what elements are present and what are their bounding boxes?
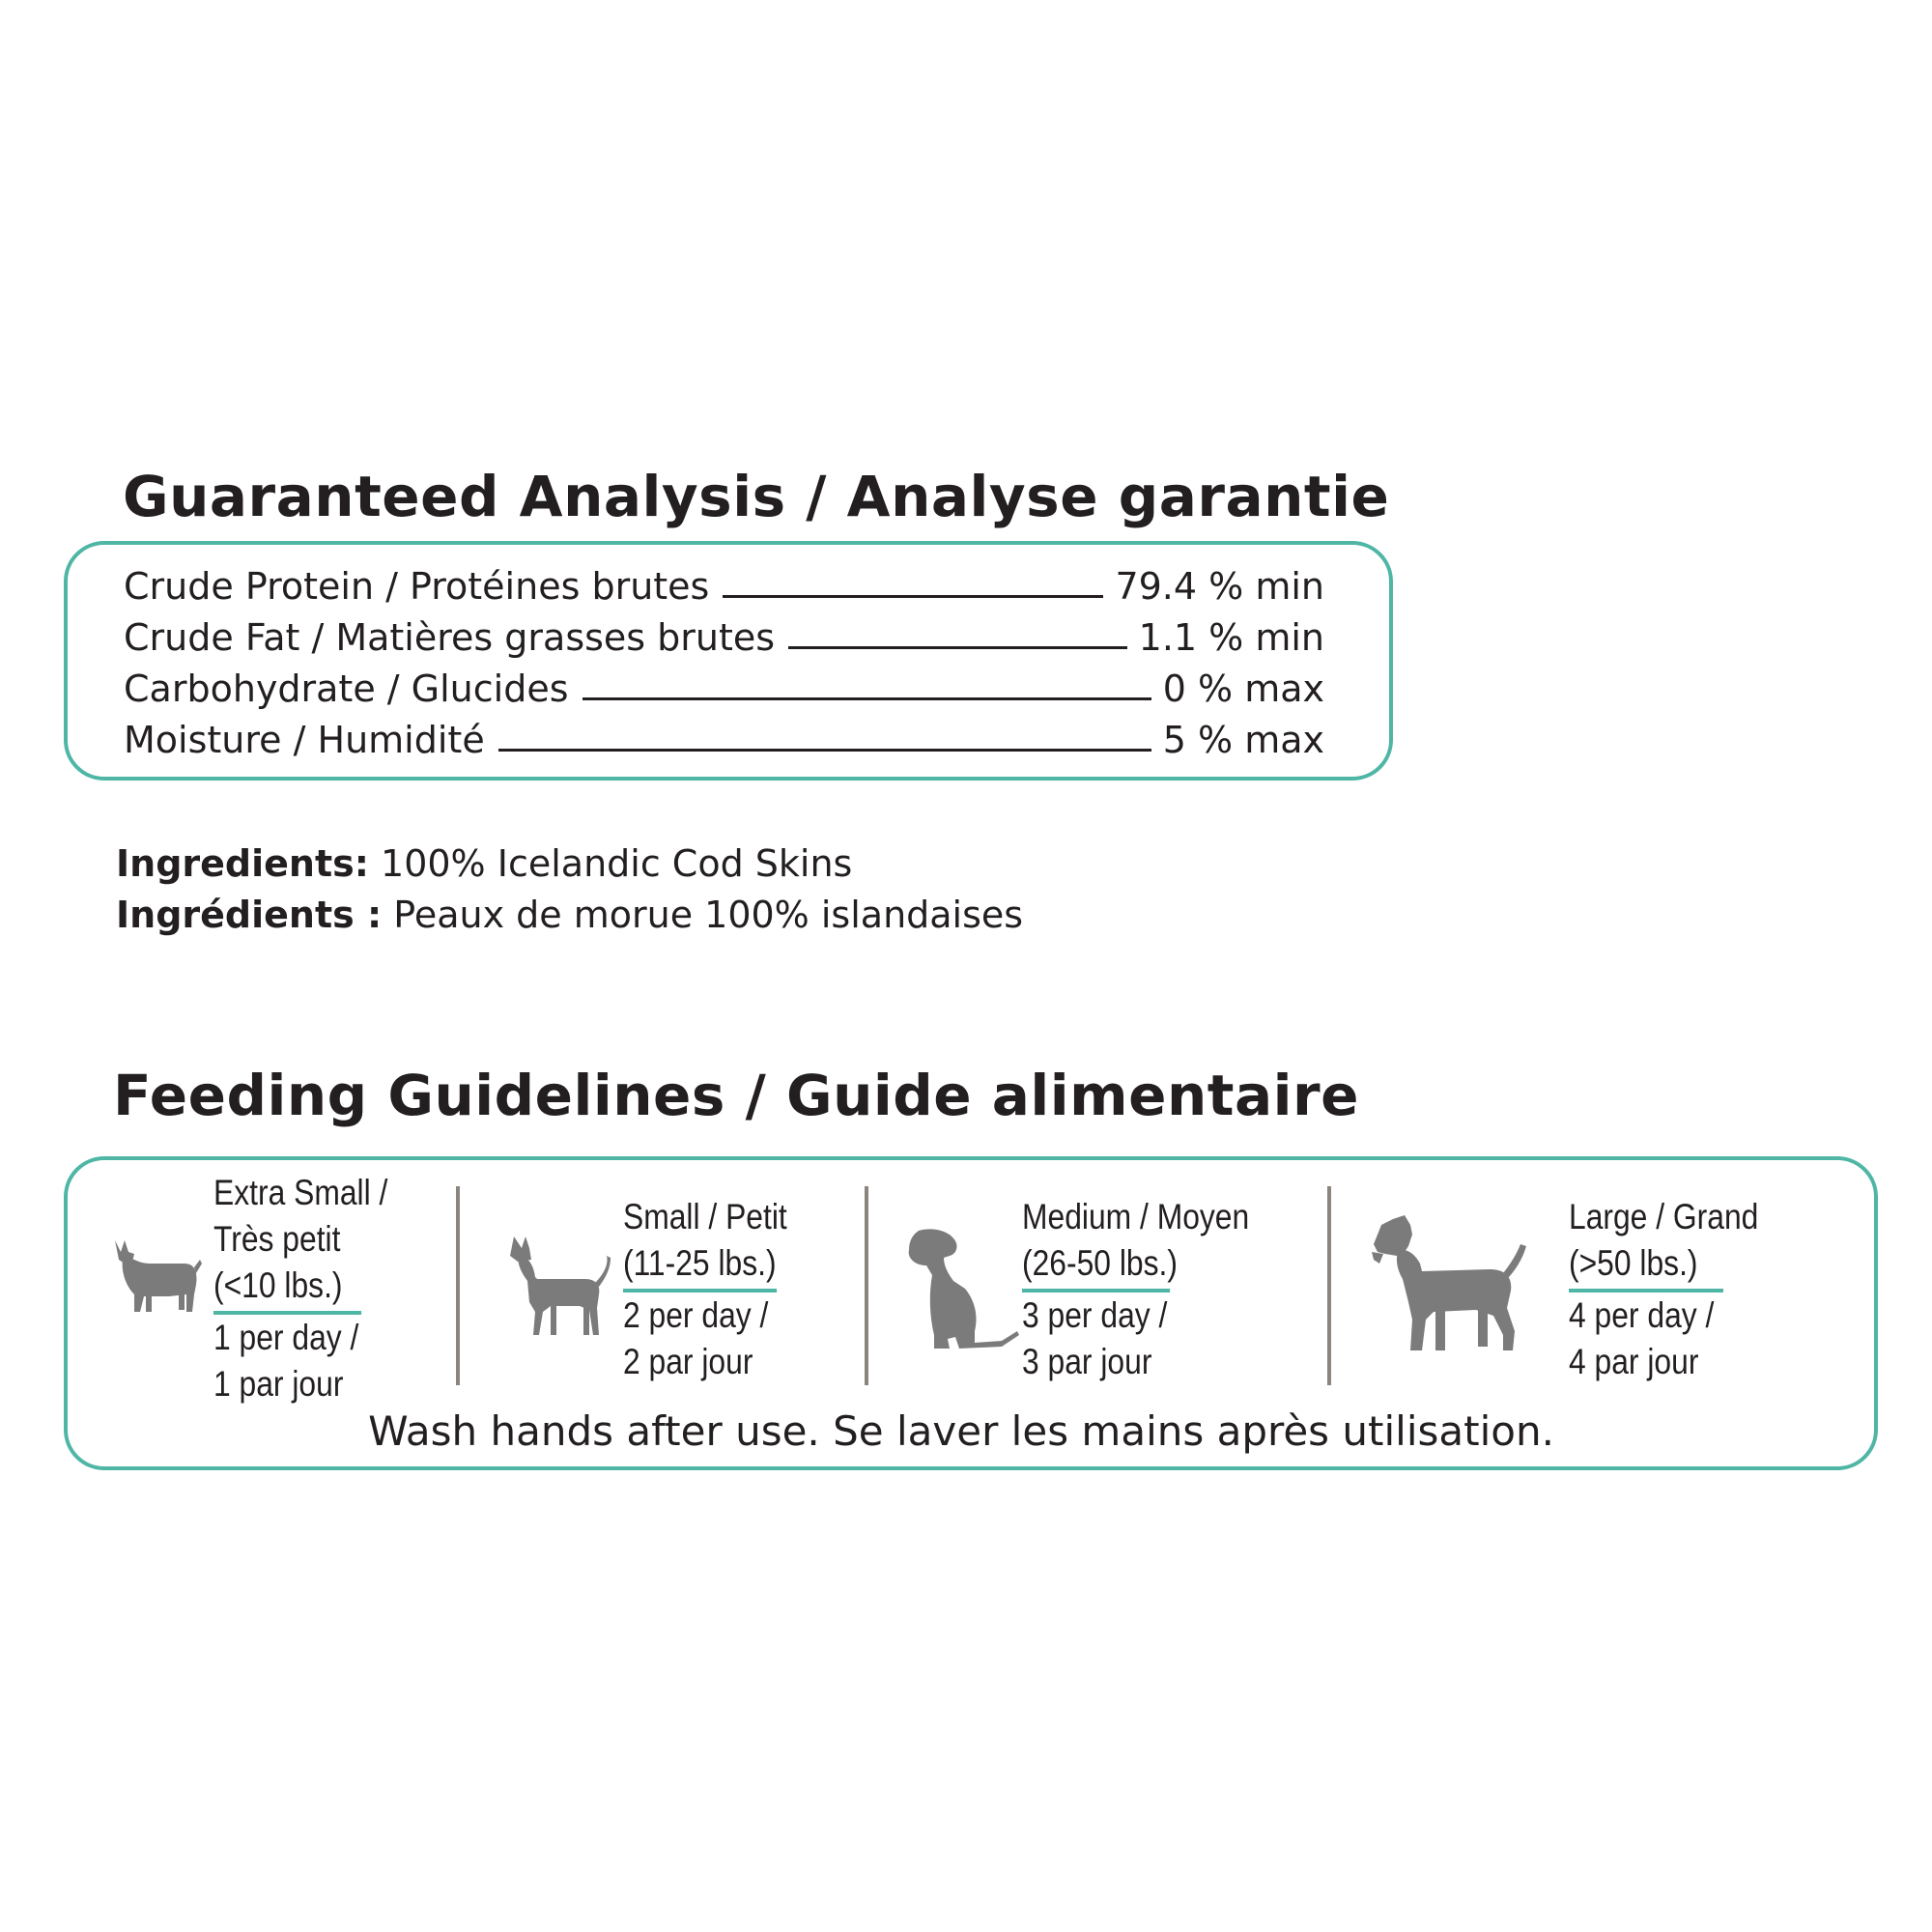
size-name-en: Small / Petit xyxy=(623,1197,787,1236)
analysis-label: Crude Fat / Matières grasses brutes xyxy=(124,616,776,659)
weight-range: (<10 lbs.) xyxy=(213,1263,361,1315)
size-column-extra-small xyxy=(213,1170,387,1407)
small-dog-icon xyxy=(508,1235,611,1339)
ingredients-en-text: 100% Icelandic Cod Skins xyxy=(381,842,853,885)
per-day: 4 per day / xyxy=(1569,1295,1715,1335)
ingredients-en-label: Ingredients: xyxy=(116,842,369,885)
weight-range: (>50 lbs.) xyxy=(1569,1240,1723,1293)
weight-range: (26-50 lbs.) xyxy=(1022,1240,1170,1293)
par-jour: 1 par jour xyxy=(213,1364,344,1404)
analysis-row-fat xyxy=(124,608,1324,659)
analysis-value: 79.4 % min xyxy=(1115,565,1324,608)
size-name-en: Medium / Moyen xyxy=(1022,1197,1250,1236)
analysis-title: Guaranteed Analysis / Analyse garantie xyxy=(123,464,1390,529)
analysis-value: 0 % max xyxy=(1162,668,1324,710)
analysis-row-protein xyxy=(124,556,1324,608)
analysis-row-carbohydrate xyxy=(124,659,1324,710)
size-column-large xyxy=(1569,1194,1758,1385)
analysis-label: Carbohydrate / Glucides xyxy=(124,668,569,710)
size-column-medium xyxy=(1022,1194,1249,1385)
analysis-label: Moisture / Humidité xyxy=(124,719,485,761)
ingredients-fr xyxy=(116,894,1023,936)
leader-line xyxy=(582,697,1151,700)
analysis-value: 5 % max xyxy=(1162,719,1324,761)
size-name-en: Extra Small / xyxy=(213,1173,388,1212)
per-day: 2 per day / xyxy=(623,1295,769,1335)
wash-hands-note: Wash hands after use. Se laver les mains après utilisation. xyxy=(368,1407,1554,1455)
column-divider xyxy=(456,1186,460,1385)
weight-range: (11-25 lbs.) xyxy=(623,1240,777,1293)
analysis-value: 1.1 % min xyxy=(1138,616,1324,659)
extra-small-dog-icon xyxy=(111,1238,202,1316)
size-name-en: Large / Grand xyxy=(1569,1197,1759,1236)
analysis-label: Crude Protein / Protéines brutes xyxy=(124,565,710,608)
ingredients-fr-text: Peaux de morue 100% islandaises xyxy=(393,894,1024,936)
column-divider xyxy=(865,1186,868,1385)
per-day: 3 per day / xyxy=(1022,1295,1168,1335)
par-jour: 2 par jour xyxy=(623,1342,753,1381)
par-jour: 4 par jour xyxy=(1569,1342,1699,1381)
ingredients-fr-label: Ingrédients : xyxy=(116,894,383,936)
par-jour: 3 par jour xyxy=(1022,1342,1152,1381)
ingredients-en xyxy=(116,842,852,885)
medium-dog-icon xyxy=(905,1227,1019,1350)
leader-line xyxy=(788,646,1127,649)
size-name-fr: Très petit xyxy=(213,1219,341,1259)
leader-line xyxy=(723,595,1103,598)
size-column-small xyxy=(623,1194,787,1385)
large-dog-icon xyxy=(1370,1215,1526,1352)
leader-line xyxy=(498,749,1151,752)
column-divider xyxy=(1327,1186,1331,1385)
per-day: 1 per day / xyxy=(213,1318,359,1357)
analysis-row-moisture xyxy=(124,710,1324,761)
feeding-title: Feeding Guidelines / Guide alimentaire xyxy=(113,1063,1359,1128)
